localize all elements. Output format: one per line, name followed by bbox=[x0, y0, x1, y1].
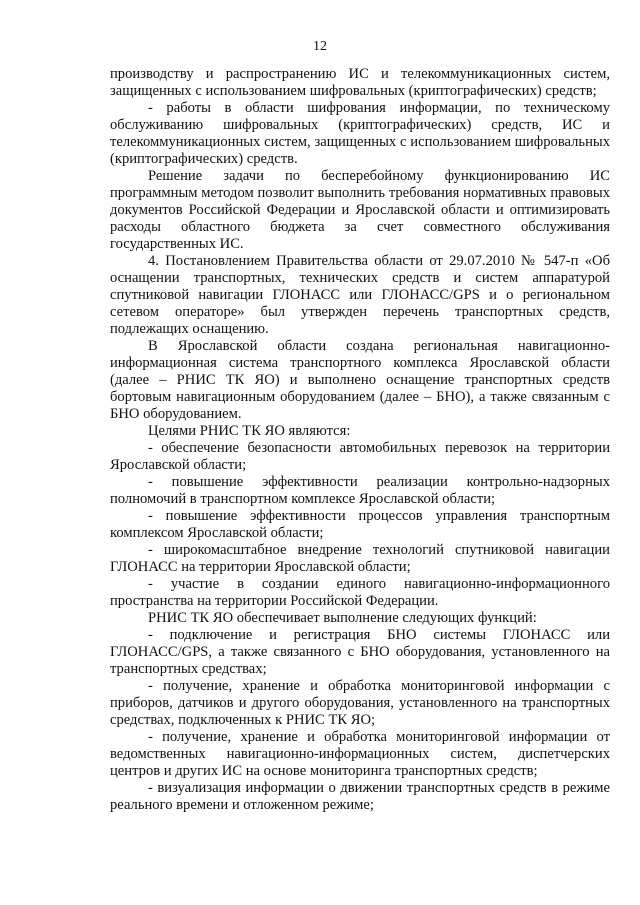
list-item-function: - получение, хранение и обработка мониторинговой информации от ведомственных навигационно-информационных систем, диспетчерских центров и других ИС на основе мониторинга транспортных средств; bbox=[110, 729, 610, 779]
paragraph-resolution: 4. Постановлением Правительства области от 29.07.2010 № 547-п «Об оснащении транспортных, технических средств и систем аппаратурой спутниковой навигации ГЛОНАСС или ГЛОНАСС/GPS и о региональном сетевом операторе» был утвержден перечень транспортных средств, подлежащих оснащению. bbox=[110, 253, 610, 337]
list-item-goal: - повышение эффективности реализации контрольно-надзорных полномочий в транспортном комплексе Ярославской области; bbox=[110, 474, 610, 507]
list-item-goal: - обеспечение безопасности автомобильных перевозок на территории Ярославской области; bbox=[110, 440, 610, 473]
list-item-function: - подключение и регистрация БНО системы ГЛОНАСС или ГЛОНАСС/GPS, а также связанного с БНО оборудования, установленного на транспортных средствах; bbox=[110, 627, 610, 677]
paragraph-functions-heading: РНИС ТК ЯО обеспечивает выполнение следующих функций: bbox=[148, 610, 537, 626]
document-body bbox=[110, 66, 610, 814]
list-item-function: - визуализация информации о движении транспортных средств в режиме реального времени и отложенном режиме; bbox=[110, 780, 610, 813]
paragraph-continuation: производству и распространению ИС и телекоммуникационных систем, защищенных с использованием шифровальных (криптографических) средств; bbox=[110, 66, 610, 99]
list-item-function: - получение, хранение и обработка мониторинговой информации с приборов, датчиков и другого оборудования, установленного на транспортных средствах, подключенных к РНИС ТК ЯО; bbox=[110, 678, 610, 728]
paragraph-solution: Решение задачи по бесперебойному функционированию ИС программным методом позволит выполнить требования нормативных правовых документов Российской Федерации и Ярославской области и оптимизировать расходы областного бюджета за счет совместного обслуживания государственных ИС. bbox=[110, 168, 610, 252]
paragraph-rnis-created: В Ярославской области создана региональная навигационно-информационная система транспортного комплекса Ярославской области (далее – РНИС ТК ЯО) и выполнено оснащение транспортных средств бортовым навигационным оборудованием (далее – БНО), а также связанным с БНО оборудованием. bbox=[110, 338, 610, 422]
list-item-goal: - участие в создании единого навигационно-информационного пространства на территории Российской Федерации. bbox=[110, 576, 610, 609]
paragraph-goals-heading: Целями РНИС ТК ЯО являются: bbox=[148, 423, 351, 439]
list-item-goal: - широкомасштабное внедрение технологий спутниковой навигации ГЛОНАСС на территории Ярославской области; bbox=[110, 542, 610, 575]
list-item-goal: - повышение эффективности процессов управления транспортным комплексом Ярославской области; bbox=[110, 508, 610, 541]
page-number: 12 bbox=[313, 39, 327, 54]
paragraph-encryption-works: - работы в области шифрования информации, по техническому обслуживанию шифровальных (криптографических) средств, ИС и телекоммуникационных систем, защищенных с использованием шифровальных (криптографических) средств. bbox=[110, 100, 610, 167]
